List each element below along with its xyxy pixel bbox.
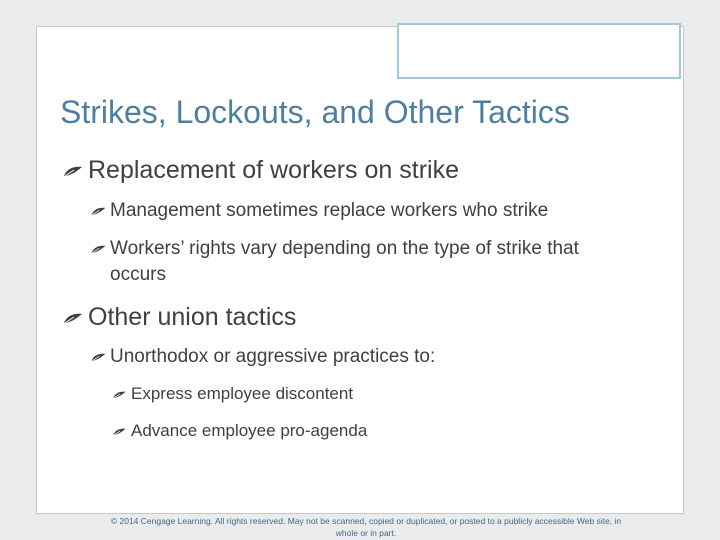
leaf-bullet-icon bbox=[62, 164, 88, 178]
leaf-bullet-icon bbox=[112, 426, 131, 437]
bullet-advance-pro-agenda bbox=[112, 421, 367, 441]
footer-line-2: whole or in part. bbox=[335, 528, 397, 538]
bullet-text: Express employee discontent bbox=[131, 384, 354, 403]
leaf-bullet-icon bbox=[112, 389, 131, 400]
leaf-bullet-icon bbox=[62, 311, 88, 325]
accent-box bbox=[397, 23, 681, 79]
footer-line-1: © 2014 Cengage Learning. All rights reserved. May not be scanned, copied or duplicated, or posted to a publicly accessible Web site, in bbox=[110, 516, 622, 526]
leaf-bullet-icon bbox=[90, 205, 110, 217]
bullet-express-discontent bbox=[112, 384, 353, 404]
copyright-footer bbox=[56, 515, 676, 539]
bullet-text: Other union tactics bbox=[88, 303, 297, 331]
bullet-text: Advance employee pro-agenda bbox=[131, 421, 368, 440]
slide-title: Strikes, Lockouts, and Other Tactics bbox=[60, 94, 570, 130]
bullet-workers-rights bbox=[90, 236, 579, 288]
bullet-unorthodox-practices bbox=[90, 344, 435, 370]
bullet-text: Workers’ rights vary depending on the type of strike that bbox=[110, 238, 579, 259]
bullet-text-continued: occurs bbox=[110, 264, 166, 285]
bullet-management-replace bbox=[90, 198, 548, 224]
bullet-replacement-of-workers bbox=[62, 156, 459, 185]
bullet-text: Management sometimes replace workers who strike bbox=[110, 200, 549, 221]
bullet-other-union-tactics bbox=[62, 303, 296, 332]
leaf-bullet-icon bbox=[90, 243, 110, 255]
bullet-text: Unorthodox or aggressive practices to: bbox=[110, 346, 436, 367]
leaf-bullet-icon bbox=[90, 351, 110, 363]
bullet-text: Replacement of workers on strike bbox=[88, 156, 459, 184]
